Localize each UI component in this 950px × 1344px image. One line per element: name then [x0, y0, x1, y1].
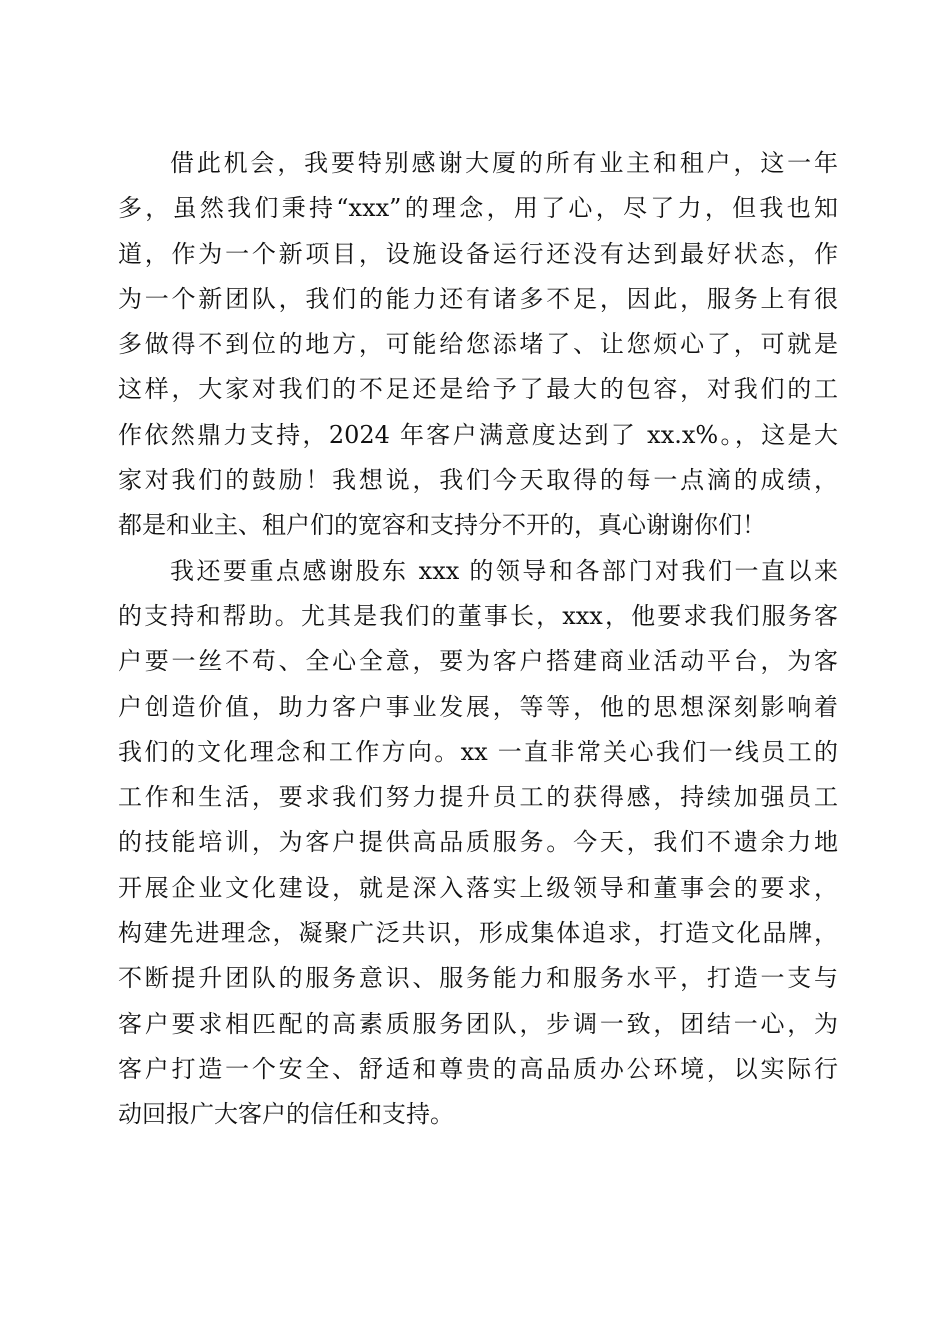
text-line: 构建先进理念，凝聚广泛共识，形成集体追求，打造文化品牌，: [118, 919, 838, 948]
paragraph-2: [118, 549, 838, 1138]
paragraph-1: [118, 141, 838, 549]
document-body: [118, 141, 838, 1138]
text-line: 的技能培训，为客户提供高品质服务。今天，我们不遗余力地: [118, 828, 838, 857]
text-line: 动回报广大客户的信任和支持。: [118, 1100, 454, 1129]
text-line: 这样，大家对我们的不足还是给予了最大的包容，对我们的工: [118, 375, 838, 404]
text-line: 我们的文化理念和工作方向。xx 一直非常关心我们一线员工的: [118, 737, 838, 766]
text-line: 客户要求相匹配的高素质服务团队，步调一致，团结一心，为: [118, 1009, 838, 1038]
text-line: 客户打造一个安全、舒适和尊贵的高品质办公环境，以实际行: [118, 1054, 838, 1083]
text-line: 家对我们的鼓励！我想说，我们今天取得的每一点滴的成绩，: [118, 466, 838, 495]
text-line: 工作和生活，要求我们努力提升员工的获得感，持续加强员工: [118, 783, 838, 812]
text-line: 户要一丝不苟、全心全意，要为客户搭建商业活动平台，为客: [118, 647, 838, 676]
text-line: 我还要重点感谢股东 xxx 的领导和各部门对我们一直以来: [170, 556, 838, 585]
text-line: 开展企业文化建设，就是深入落实上级领导和董事会的要求，: [118, 873, 838, 902]
text-line: 道，作为一个新项目，设施设备运行还没有达到最好状态，作: [118, 239, 838, 268]
text-line: 借此机会，我要特别感谢大厦的所有业主和租户，这一年: [170, 149, 838, 177]
text-line: 都是和业主、租户们的宽容和支持分不开的，真心谢谢你们！: [118, 511, 766, 540]
text-line: 不断提升团队的服务意识、服务能力和服务水平，打造一支与: [118, 964, 838, 993]
text-line: 户创造价值，助力客户事业发展，等等，他的思想深刻影响着: [118, 692, 838, 721]
text-line: 多，虽然我们秉持“xxx”的理念，用了心，尽了力，但我也知: [118, 194, 838, 223]
text-line: 多做得不到位的地方，可能给您添堵了、让您烦心了，可就是: [118, 330, 838, 359]
text-line: 为一个新团队，我们的能力还有诸多不足，因此，服务上有很: [118, 284, 838, 313]
text-line: 作依然鼎力支持，2024 年客户满意度达到了 xx.x%。，这是大: [118, 420, 838, 449]
text-line: 的支持和帮助。尤其是我们的董事长，xxx，他要求我们服务客: [118, 601, 838, 630]
